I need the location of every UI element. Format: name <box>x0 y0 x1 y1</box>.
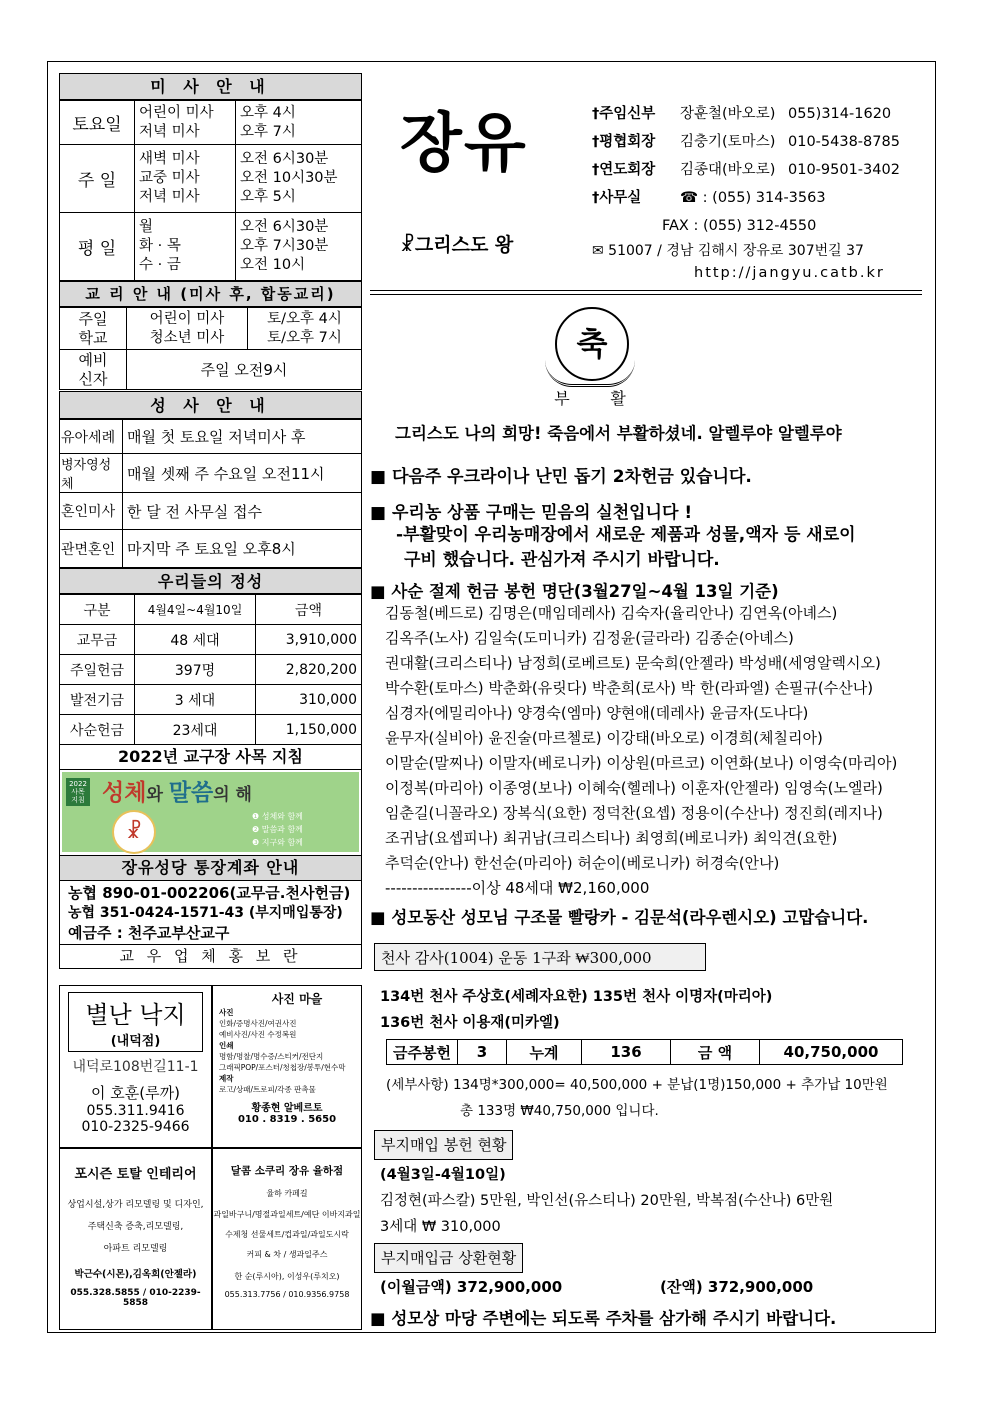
sacrament-table <box>59 419 362 568</box>
sacrament-value: 마지막 주 토요일 오후8시 <box>123 530 362 568</box>
angel-detail-line: (세부사항) 134명*300,000= 40,500,000 + 분납(1명)150,000 + 추가납 10만원 <box>386 1077 888 1093</box>
ad-interior-title: 포시즌 토탈 인테리어 <box>74 1167 197 1182</box>
staff-name: 김종대(바오로) <box>680 162 776 178</box>
ad-fruit-title: 달콤 소쿠리 장유 율하점 <box>230 1165 344 1177</box>
list-item: 3세대 ₩ 310,000 <box>380 1219 501 1235</box>
staff-name: 김충기(토마스) <box>680 134 776 150</box>
mass-time: 오전 10시30분 <box>240 170 338 186</box>
sacrament-value: 한 달 전 사무실 접수 <box>123 493 362 530</box>
angel-total-table <box>386 1039 903 1065</box>
lent-title: ■ 사순 절제 헌금 봉헌 명단(3월27일~4월 13일 기준) <box>370 582 779 601</box>
lent-list <box>385 601 925 901</box>
table-row <box>60 655 362 685</box>
pre-catechumen-value: 주일 오전9시 <box>127 350 362 390</box>
angel-detail-line: 총 133명 ₩40,750,000 입니다. <box>460 1103 659 1119</box>
catechism-table <box>59 307 362 390</box>
catechism-header: 교 리 안 내 (미사 후, 합동교리) <box>59 281 362 307</box>
sacrament-value: 매월 셋째 주 수요일 오전11시 <box>123 454 362 493</box>
mass-item: 새벽 미사 <box>139 151 200 167</box>
masthead-title: 장유 <box>400 107 528 181</box>
ad-fruit-sub: 율하 카페길 <box>266 1189 308 1198</box>
pre-catechumen-label: 예비 신자 <box>60 350 127 390</box>
angel-cell: 누계 <box>507 1040 582 1065</box>
mass-time: 오후 7시30분 <box>240 238 329 254</box>
angel-label: 천사 감사(1004) 운동 1구좌 ₩300,000 <box>374 943 706 971</box>
staff-tel: 010-9501-3402 <box>788 162 900 178</box>
ad-photo-tel: 010 . 8319 . 5650 <box>237 1114 337 1125</box>
mass-time: 오전 6시30분 <box>240 151 329 167</box>
land-donations <box>380 1162 833 1240</box>
ad-fruit-tel: 055.313.7756 / 010.9356.9758 <box>224 1290 350 1299</box>
ad-interior-lines <box>60 1194 211 1260</box>
sacrament-label: 병자영성체 <box>60 454 123 493</box>
mass-item: 교중 미사 <box>139 170 200 186</box>
list-item: 김옥주(노사) 김일숙(도미니카) 김정윤(글라라) 김종순(아녜스) <box>385 629 794 647</box>
title-part: 말씀 <box>168 779 214 806</box>
congratulation-emblem-icon: 축 <box>555 307 629 381</box>
sacrament-label: 관면혼인 <box>60 530 123 568</box>
list-item: 134번 천사 주상호(세례자요한) 135번 천사 이명자(마리아) <box>380 989 773 1005</box>
left-column <box>59 73 362 969</box>
mass-time: 오후 5시 <box>240 189 296 205</box>
sacrament-value: 매월 첫 토요일 저녁미사 후 <box>123 420 362 454</box>
catechism-label: 주일 학교 <box>60 308 127 350</box>
policy-point: ❷ 말씀과 함께 <box>252 825 303 834</box>
staff-row <box>592 156 922 184</box>
mass-time: 오후 4시 <box>240 104 296 121</box>
offering-cell: 3,910,000 <box>256 625 362 655</box>
offering-cell: 교무금 <box>60 625 135 655</box>
offering-cell: 1,150,000 <box>256 715 362 745</box>
ad-octopus-title-box <box>68 992 203 1052</box>
notice-statue-donation: ■ 성모동산 성모님 구조물 빨랑카 - 김문석(라우렌시오) 고맙습니다. <box>370 908 869 927</box>
bank-header: 장유성당 통장계좌 안내 <box>59 856 362 881</box>
mass-day-sun: 주 일 <box>60 145 135 213</box>
table-row <box>60 715 362 745</box>
ad-octopus-tel: 010-2325-9466 <box>81 1119 190 1135</box>
angel-cell: 3 <box>458 1040 507 1065</box>
mass-item: 저녁 미사 <box>139 189 200 205</box>
list-item: 이정복(마리아) 이종영(보나) 이혜숙(헬레나) 이훈자(안젤라) 임영숙(노엘라) <box>385 779 883 797</box>
offering-cell: 주일헌금 <box>60 655 135 685</box>
ad-octopus-title: 별난 낙지 <box>85 1001 186 1029</box>
mass-header: 미 사 안 내 <box>59 73 362 100</box>
list-item: 박수환(토마스) 박춘화(유릿다) 박춘희(로사) 박 한(라파엘) 손필규(수산나) <box>385 679 874 697</box>
mass-table <box>59 100 362 281</box>
ad-octopus-owner: 이 호훈(루까) <box>91 1084 180 1102</box>
staff-row <box>592 128 922 156</box>
office-row <box>592 184 922 212</box>
policy-year-badge: 2022 사목 지침 <box>66 778 90 806</box>
list-item: 김정현(파스칼) 5만원, 박인선(유스티나) 20만원, 박복점(수산나) 6만원 <box>380 1193 834 1209</box>
chi-rho-icon: ☧ <box>112 810 156 854</box>
table-row <box>60 685 362 715</box>
angel-cell: 40,750,000 <box>760 1040 903 1065</box>
repay-balance: (잔액) 372,900,000 <box>660 1278 814 1296</box>
ad-line: 수제청 선물세트/컵과일/과일도시락 <box>225 1230 349 1239</box>
bank-line: 예금주 : 천주교부산교구 <box>68 924 230 942</box>
list-item: 조귀남(요셉피나) 최귀남(크리스티나) 최영희(베로니카) 최익견(요한) <box>385 829 838 847</box>
ad-line: 인화/증명사진/여권사진 <box>219 1019 297 1028</box>
list-item: 김동철(베드로) 김명은(매임데레사) 김숙자(율리안나) 김연옥(아녜스) <box>385 604 838 622</box>
policy-points <box>252 810 303 849</box>
staff-row <box>592 100 922 128</box>
ad-interior-tel: 055.328.5855 / 010-2239-5858 <box>70 1288 201 1308</box>
parish-url[interactable]: http://jangyu.catb.kr <box>694 265 885 281</box>
ad-fruit <box>212 1148 362 1330</box>
ad-line: 그래픽POP/포스터/청첩장/봉투/현수막 <box>219 1063 346 1072</box>
title-part: 와 <box>146 785 169 805</box>
offering-table <box>59 594 362 745</box>
offering-col: 금액 <box>256 595 362 625</box>
ad-photo <box>212 985 362 1148</box>
staff-name: 장훈철(바오로) <box>680 106 776 122</box>
offering-cell: 397명 <box>135 655 256 685</box>
ad-fruit-owner: 한 순(루시아), 이성우(루치오) <box>234 1272 340 1281</box>
list-item: 윤무자(실비아) 윤진술(마르첼로) 이강태(바오로) 이경희(체칠리아) <box>385 729 823 747</box>
ad-octopus <box>59 985 212 1148</box>
masthead-subtitle: ☧그리스도 왕 <box>400 234 514 256</box>
title-part: 성체 <box>102 779 147 806</box>
offering-cell: 사순헌금 <box>60 715 135 745</box>
ad-fruit-lines <box>213 1205 361 1265</box>
policy-point: ❸ 지구와 함께 <box>252 838 303 847</box>
table-row <box>60 625 362 655</box>
offering-cell: 3 세대 <box>135 685 256 715</box>
staff-role: †주임신부 <box>592 106 656 122</box>
ad-line: 예비사진/사진 수정복원 <box>219 1030 297 1039</box>
mass-item: 월 <box>139 219 154 235</box>
easter-message: 그리스도 나의 희망! 죽음에서 부활하셨네. 알렐루야 알렐루야 <box>395 424 842 443</box>
list-item: 136번 천사 이용재(미카엘) <box>380 1015 560 1031</box>
notice-parking: ■ 성모상 마당 주변에는 되도록 주차를 삼가해 주시기 바랍니다. <box>370 1309 837 1328</box>
mass-item: 수 · 금 <box>139 257 181 273</box>
policy-banner-title <box>102 774 252 807</box>
angel-list <box>380 984 772 1036</box>
offering-col: 구분 <box>60 595 135 625</box>
laurel-icon <box>545 360 635 387</box>
mass-time: 오전 10시 <box>240 257 306 273</box>
easter-title: 부 활 <box>554 389 626 408</box>
mass-time: 오후 7시 <box>240 123 296 140</box>
ad-line: 제작 <box>219 1074 234 1083</box>
catechism-time: 토/오후 7시 <box>267 329 342 346</box>
bank-line: 농협 890-01-002206(교무금.천사헌금) <box>68 884 351 902</box>
ad-line: 상업시설,상가 리모델링 및 디자인, <box>67 1200 204 1210</box>
ad-octopus-sub: (내덕점) <box>110 1034 161 1049</box>
angel-cell: 금 액 <box>671 1040 760 1065</box>
land-label: 부지매입 봉헌 현황 <box>374 1130 513 1160</box>
offering-cell: 23세대 <box>135 715 256 745</box>
repay-carry: (이월금액) 372,900,000 <box>380 1278 563 1296</box>
ad-line: 사진 <box>219 1008 234 1017</box>
ad-line: 주택신축 증축,리모델링, <box>87 1222 184 1232</box>
ad-photo-lines <box>219 1007 355 1095</box>
masthead-divider <box>370 290 922 295</box>
notice-line: 구비 했습니다. 관심가져 주시기 바랍니다. <box>404 550 720 570</box>
office-label: †사무실 <box>592 190 642 206</box>
title-part: 의 해 <box>213 785 252 805</box>
sacrament-header: 성 사 안 내 <box>59 391 362 419</box>
ad-interior-owner: 박근수(시몬),김옥희(안젤라) <box>74 1269 197 1280</box>
mass-item: 어린이 미사 <box>139 104 214 121</box>
ad-line: 커피 & 차 / 생과일주스 <box>246 1250 328 1259</box>
mass-item: 저녁 미사 <box>139 123 200 140</box>
notice-urinong-detail <box>370 523 948 573</box>
offering-cell: 발전기금 <box>60 685 135 715</box>
list-item: 심경자(에밀리아나) 양경숙(엠마) 양현애(데레사) 윤금자(도나다) <box>385 704 809 722</box>
ad-octopus-address: 내덕로108번길11-1 <box>72 1059 199 1075</box>
catechism-item: 청소년 미사 <box>149 329 225 346</box>
staff-tel: 010-5438-8785 <box>788 134 900 150</box>
offering-cell: 48 세대 <box>135 625 256 655</box>
office-fax: FAX : (055) 312-4550 <box>662 218 817 234</box>
policy-point: ❶ 성체와 함께 <box>252 812 303 821</box>
land-period: (4월3일-4월10일) <box>380 1167 506 1183</box>
angel-detail <box>386 1072 888 1124</box>
list-item: 추덕순(안나) 한선순(마리아) 허순이(베로니카) 허경숙(안나) <box>385 854 780 872</box>
mass-time: 오전 6시30분 <box>240 219 329 235</box>
staff-role: †연도회장 <box>592 162 656 178</box>
ad-line: 과일바구니/명절과일세트/예단 이바지과일 <box>213 1210 361 1219</box>
list-item: 권대활(크리스티나) 남정희(로베르토) 문숙희(안젤라) 박성배(세영알렉시오) <box>385 654 881 672</box>
office-address: ✉ 51007 / 경남 김해시 장유로 307번길 37 <box>592 243 864 259</box>
bank-line: 농협 351-0424-1571-43 (부지매입통장) <box>68 905 343 921</box>
ad-photo-owner: 황종현 알베르토 <box>251 1103 323 1114</box>
ad-photo-title: 사진 마을 <box>271 992 323 1006</box>
ad-interior <box>59 1148 212 1330</box>
angel-cell: 136 <box>582 1040 671 1065</box>
list-item: 임춘길(니꼴라오) 장복식(요한) 정덕찬(요셉) 정용이(수산나) 정진희(레지나) <box>385 804 883 822</box>
ad-line: 명함/명찰/명수증/스티커/전단지 <box>219 1052 324 1061</box>
list-item: ----------------이상 48세대 ₩2,160,000 <box>385 879 650 897</box>
bank-info <box>59 881 362 945</box>
ad-line: 아파트 리모델링 <box>103 1244 168 1254</box>
offering-header: 우리들의 정성 <box>59 568 362 594</box>
staff-role: †평협회장 <box>592 134 656 150</box>
ads-header: 교 우 업 체 홍 보 란 <box>59 945 362 969</box>
ad-octopus-tel: 055.311.9416 <box>86 1103 185 1119</box>
repay-label: 부지매입금 상환현황 <box>374 1243 523 1273</box>
mass-day-sat: 토요일 <box>60 101 135 145</box>
policy-banner-image <box>62 772 359 852</box>
offering-cell: 310,000 <box>256 685 362 715</box>
catechism-time: 토/오후 4시 <box>267 310 342 327</box>
mass-day-weekday: 평 일 <box>60 213 135 281</box>
notice-urinong: ■ 우리농 상품 구매는 믿음의 실천입니다 ! <box>370 503 693 523</box>
masthead-contacts <box>592 100 922 284</box>
offering-col: 4월4일~4월10일 <box>135 595 256 625</box>
catechism-item: 어린이 미사 <box>149 310 225 327</box>
policy-header: 2022년 교구장 사목 지침 <box>59 745 362 770</box>
office-tel: ☎ : (055) 314-3563 <box>680 190 826 206</box>
notice-line: -부활맞이 우리농매장에서 새로운 제품과 성물,액자 등 새로이 <box>396 525 856 545</box>
staff-tel: 055)314-1620 <box>788 106 892 122</box>
notice-ukraine: ■ 다음주 우크라이나 난민 돕기 2차헌금 있습니다. <box>370 467 752 487</box>
ad-line: 로고/상패/트로피/각종 판촉물 <box>219 1085 316 1094</box>
sacrament-label: 혼인미사 <box>60 493 123 530</box>
mass-item: 화 · 목 <box>139 238 181 254</box>
angel-cell: 금주봉헌 <box>387 1040 458 1065</box>
ad-line: 인쇄 <box>219 1041 234 1050</box>
list-item: 이말순(말찌나) 이말자(베로니카) 이상원(마르코) 이연화(보나) 이영숙(마리아) <box>385 754 898 772</box>
policy-banner <box>59 770 362 856</box>
offering-cell: 2,820,200 <box>256 655 362 685</box>
sacrament-label: 유아세례 <box>60 420 123 454</box>
